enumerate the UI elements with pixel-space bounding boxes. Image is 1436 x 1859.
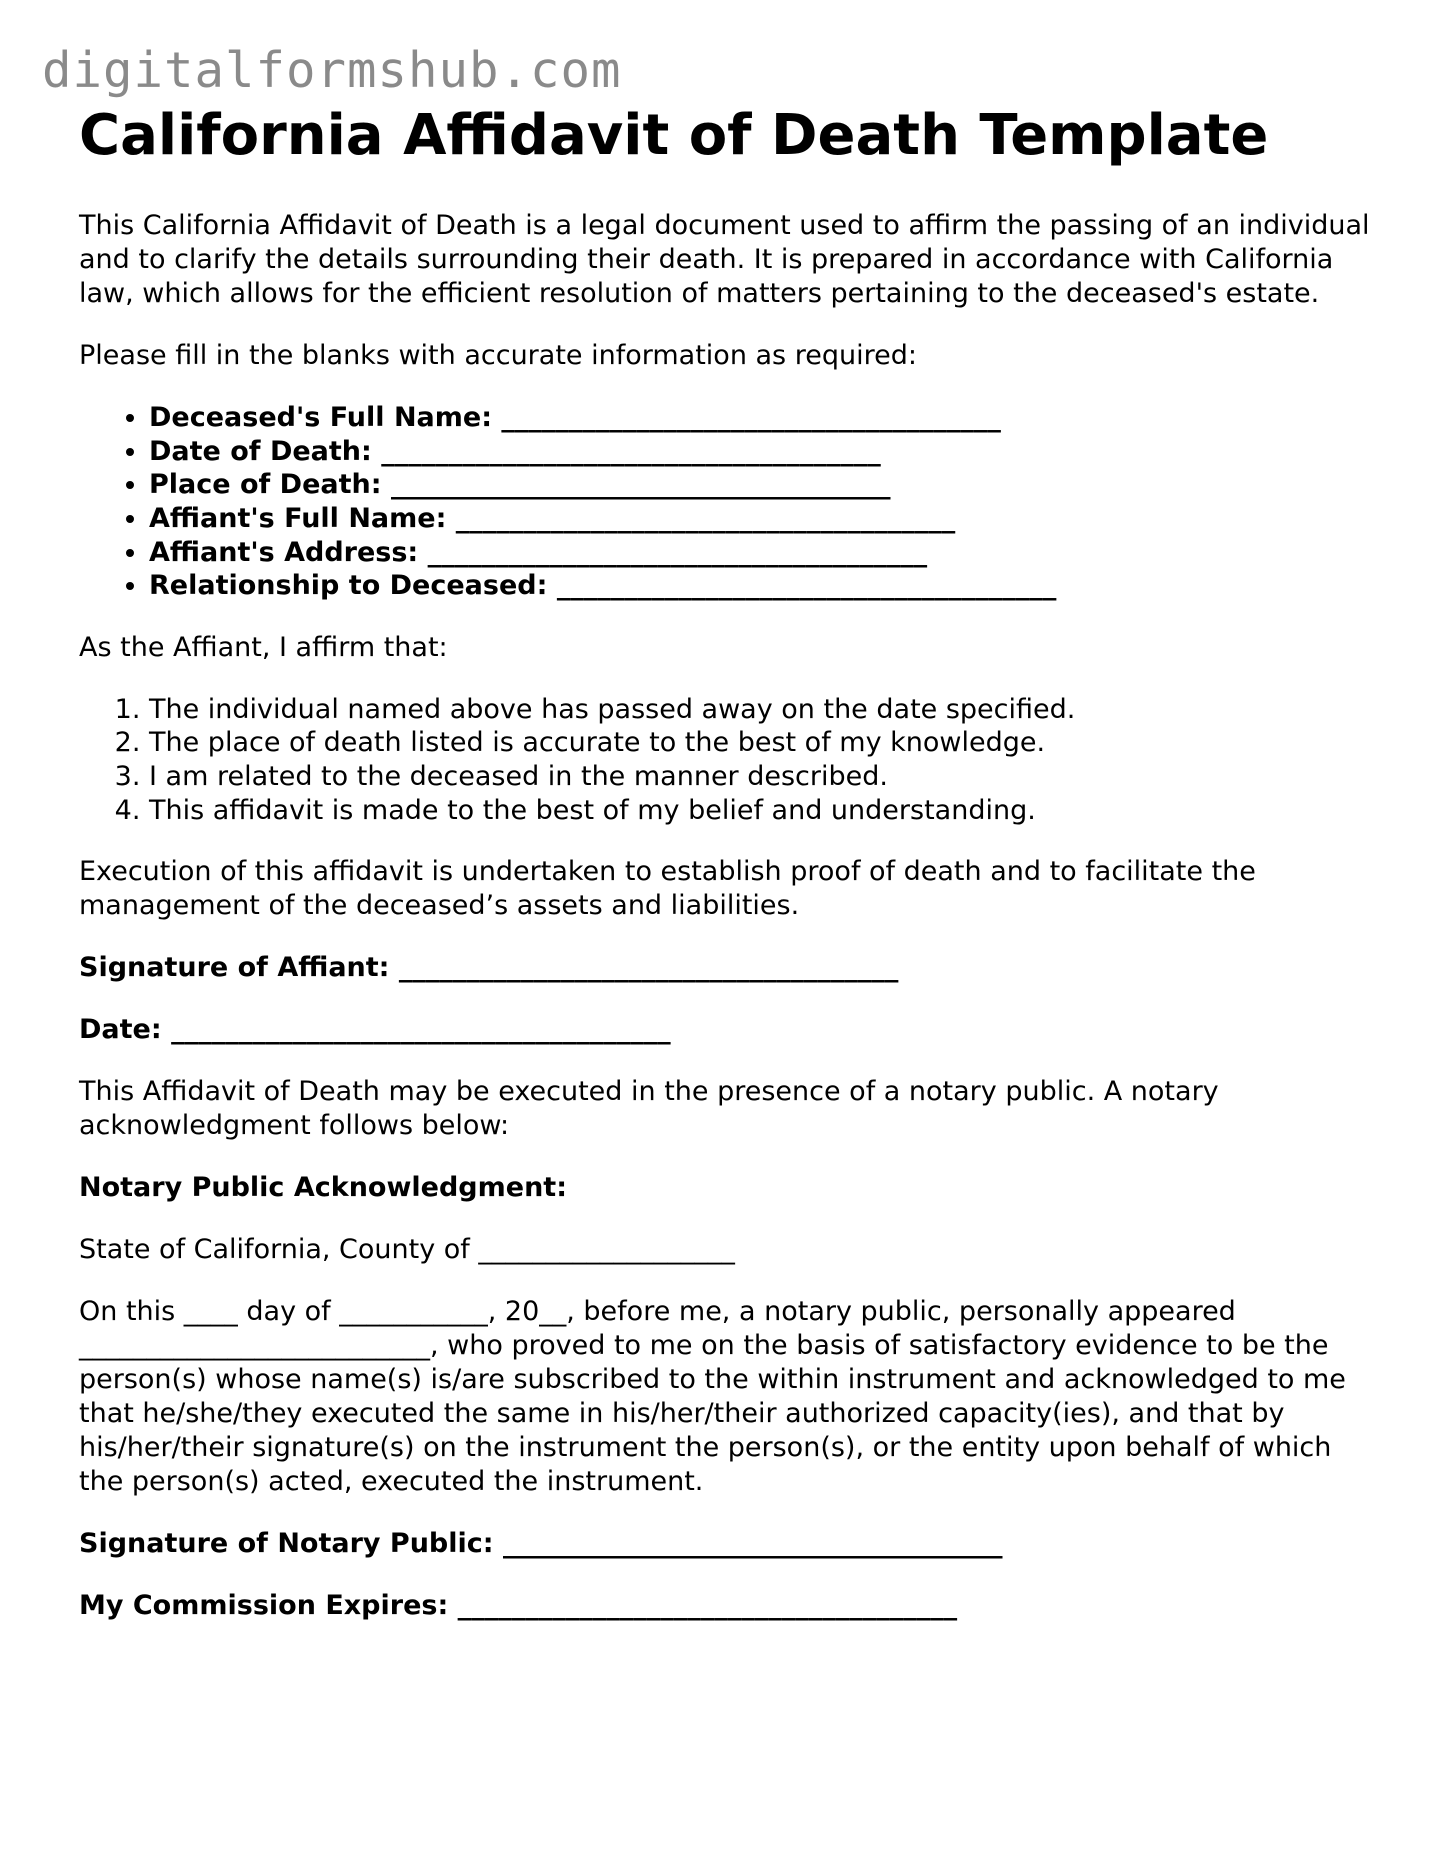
signature-affiant-blank[interactable]: _____________________________________ [398,952,899,984]
date-blank[interactable]: _____________________________________ [171,1014,671,1046]
field-date-of-death [149,435,1379,469]
field-relationship [149,569,1379,603]
notary-body-line1: On this ____ day of ___________, 20__, before me, a notary public, personally appeared [79,1296,1236,1328]
field-label: Relationship to Deceased: [149,570,548,602]
commission-label: My Commission Expires: [79,1590,449,1622]
document-body [79,102,1379,1623]
blank-line[interactable]: _____________________________________ [455,502,956,534]
field-deceased-name [149,401,1379,435]
affirmation-item: 4. This affidavit is made to the best of my belief and understanding. [149,794,1379,828]
instructions-text: Please fill in the blanks with accurate information as required: [79,340,917,372]
state-county-line[interactable]: State of California, County of ___________________ [79,1234,735,1266]
blank-line[interactable]: _____________________________________ [390,469,891,501]
notary-body-rest: __________________________, who proved to me on the basis of satisfactory evidence to be the person(s) whose name(s) is/are subscribed to the within instrument and acknowledged to me that he/she/they executed the same in his/her/their authorized capacity(ies), and that by his/her/their signature(s) on the instrument the person(s), or the entity upon behalf of which the person(s) acted, executed the instrument. [79,1330,1346,1498]
field-label: Affiant's Address: [149,536,419,568]
signature-notary-blank[interactable]: _____________________________________ [502,1528,1003,1560]
notary-body [79,1295,1379,1499]
watermark: digitalformshub.com [42,42,622,99]
field-label: Date of Death: [149,435,372,467]
date-line [79,1013,1379,1047]
page-title: California Affidavit of Death Template [79,103,1269,168]
field-place-of-death [149,468,1379,502]
signature-affiant-line [79,951,1379,985]
affirmation-item: 2. The place of death listed is accurate to the best of my knowledge. [149,726,1379,760]
affirmation-item: 3. I am related to the deceased in the manner described. [149,760,1379,794]
field-affiant-address [149,536,1379,570]
fields-list [79,401,1379,603]
blank-line[interactable]: _____________________________________ [501,402,1001,434]
field-label: Affiant's Full Name: [149,502,447,534]
affirmation-item: 1. The individual named above has passed away on the date specified. [149,693,1379,727]
notary-intro: This Affidavit of Death may be executed in the presence of a notary public. A notary acknowledgment follows below: [79,1076,1219,1142]
commission-blank[interactable]: _____________________________________ [457,1590,958,1622]
notary-heading: Notary Public Acknowledgment: [79,1172,568,1204]
date-label: Date: [79,1014,162,1046]
intro-paragraph: This California Affidavit of Death is a legal document used to affirm the passing of an individual and to clarify the details surrounding their death. It is prepared in accordance with California law, which allows for the efficient resolution of matters pertaining to the deceased's estate. [79,210,1370,310]
field-label: Place of Death: [149,469,382,501]
blank-line[interactable]: _____________________________________ [427,536,928,568]
signature-affiant-label: Signature of Affiant: [79,952,390,984]
signature-notary-line [79,1527,1379,1561]
field-affiant-name [149,502,1379,536]
signature-notary-label: Signature of Notary Public: [79,1528,494,1560]
blank-line[interactable]: _____________________________________ [556,570,1057,602]
commission-line [79,1589,1379,1623]
field-label: Deceased's Full Name: [149,402,492,434]
blank-line[interactable]: _____________________________________ [381,435,881,467]
execution-paragraph: Execution of this affidavit is undertaken to establish proof of death and to facilitate the management of the deceased’s assets and liabilities. [79,856,1256,922]
affirmations-list [79,693,1379,827]
affirm-intro: As the Affiant, I affirm that: [79,631,448,663]
